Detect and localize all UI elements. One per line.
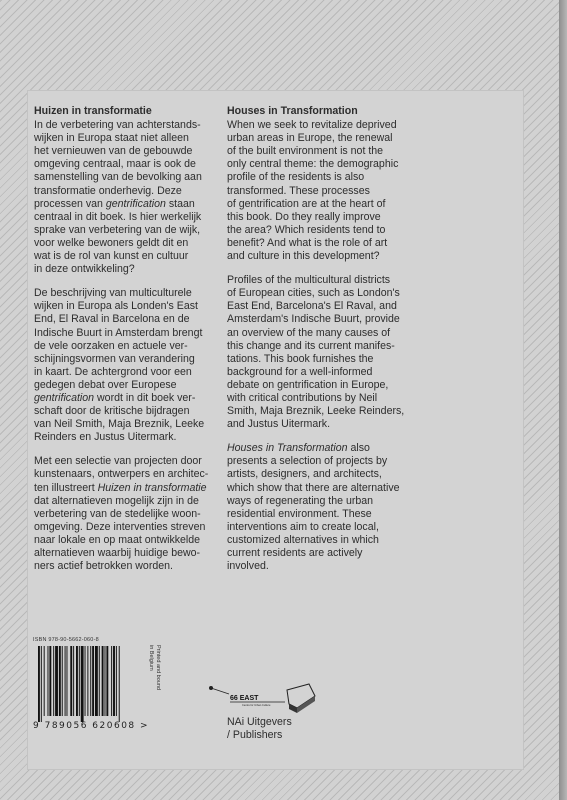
barcode-bar xyxy=(116,646,117,716)
barcode-number: 9 789056 620608 > xyxy=(33,721,150,731)
barcode-bar xyxy=(113,646,115,716)
barcode-bar xyxy=(87,646,88,716)
barcode-bar xyxy=(106,646,108,716)
barcode-bar xyxy=(67,646,68,716)
barcode-bar xyxy=(53,646,54,716)
barcode-bar xyxy=(41,646,42,722)
isbn-label: ISBN 978-90-5662-060-8 xyxy=(33,637,99,643)
barcode-block xyxy=(33,637,179,741)
english-heading: Houses in Transformation xyxy=(227,105,358,117)
barcode-bar xyxy=(79,646,80,716)
barcode-bar xyxy=(102,646,104,716)
barcode-bar xyxy=(81,646,84,722)
barcode-bar xyxy=(49,646,51,716)
barcode-bar xyxy=(48,646,49,716)
barcode-bar xyxy=(44,646,45,716)
barcode-bar xyxy=(105,646,106,716)
publisher-name: NAi Uitgevers / Publishers xyxy=(227,716,292,742)
barcode-bar xyxy=(99,646,100,716)
barcode-bar xyxy=(62,646,63,716)
english-paragraph-1: When we seek to revitalize deprived urban areas in Europe, the renewal of the built environment is not the only central theme: the demographic profile of the residents is also transformed. These processes of gentrification are at the heart of this book. Do they really improve the area? Which residents tend to benefit? And what is the role of art and culture in this development? xyxy=(227,119,399,263)
barcode-bar xyxy=(76,646,78,716)
barcode-bar xyxy=(92,646,94,716)
cover-edge xyxy=(559,0,567,800)
barcode-bar xyxy=(119,646,120,722)
barcode-bar xyxy=(90,646,91,716)
dutch-paragraph-1: In de verbetering van achterstands- wijken in Europa staat niet alleen het vernieuwen van de gebouwde omgeving centraal, maar is ook de samenstelling van de bevolking aan transformatie onderhevig. Deze processen van gentrification staan centraal in dit boek. Is hier werkelijk sprake van verbetering van de wijk, voor welke bewoners geldt dit en wat is de rol van kunst en cultuur in deze ontwikkeling? xyxy=(34,119,202,276)
barcode-bar xyxy=(95,646,98,716)
barcode-bar xyxy=(59,646,61,716)
66-east-logo xyxy=(203,680,323,720)
dutch-column xyxy=(34,105,247,573)
barcode-bar xyxy=(85,646,86,716)
barcode-icon xyxy=(36,646,156,722)
dutch-paragraph-2: De beschrijving van multiculturele wijken in Europa als Londen's East End, El Raval in Barcelona en de Indische Buurt in Amsterdam brengt de vele oorzaken en actuele ver- schijningsvormen van verandering in kaart. De achtergrond voor een gedegen debat over Europese gentrification wordt in dit boek ver- schaft door de kritische bijdragen van Neil Smith, Maja Breznik, Leeke Reinders en Justus Uitermark. xyxy=(34,287,205,444)
logo-tagline: Centre for Urban Culture xyxy=(242,704,271,707)
english-column xyxy=(227,105,437,573)
barcode-bar xyxy=(111,646,112,716)
barcode-bar xyxy=(65,646,66,716)
barcode-bar xyxy=(73,646,74,716)
logo-name: 66 EAST xyxy=(230,695,259,702)
barcode-bar xyxy=(70,646,72,716)
dutch-paragraph-3: Met een selectie van projecten door kunstenaars, ontwerpers en architec- ten illustreert Huizen in transformatie dat alternatieven mogelijk zijn in de verbetering van de stedelijke woon- omgeving. Deze interventies streven naar lokale en op maat ontwikkelde alternatieven waarbij huidige bewo- ners actief betrokken worden. xyxy=(34,455,209,573)
barcode-bar xyxy=(55,646,58,716)
text-panel xyxy=(27,90,524,770)
barcode-bar xyxy=(38,646,40,722)
english-paragraph-2: Profiles of the multicultural districts of European cities, such as London's East End, Barcelona's El Raval, and Amsterdam's Indische Buurt, provide an overview of the many causes of this change and its current manifes- tations. This book furnishes the background for a well-informed debate on gentrification in Europe, with critical contributions by Neil Smith, Maja Breznik, Leeke Reinders, and Justus Uitermark. xyxy=(227,274,405,431)
english-paragraph-3: Houses in Transformation also presents a selection of projects by artists, designers, and architects, which show that there are alternative ways of regenerating the urban residential environment. These interventions aim to create local, customized alternatives in which current residents are actively involved. xyxy=(227,442,400,573)
printed-note: Printed and bound in Belgium xyxy=(148,645,161,690)
dutch-heading: Huizen in transformatie xyxy=(34,105,152,117)
